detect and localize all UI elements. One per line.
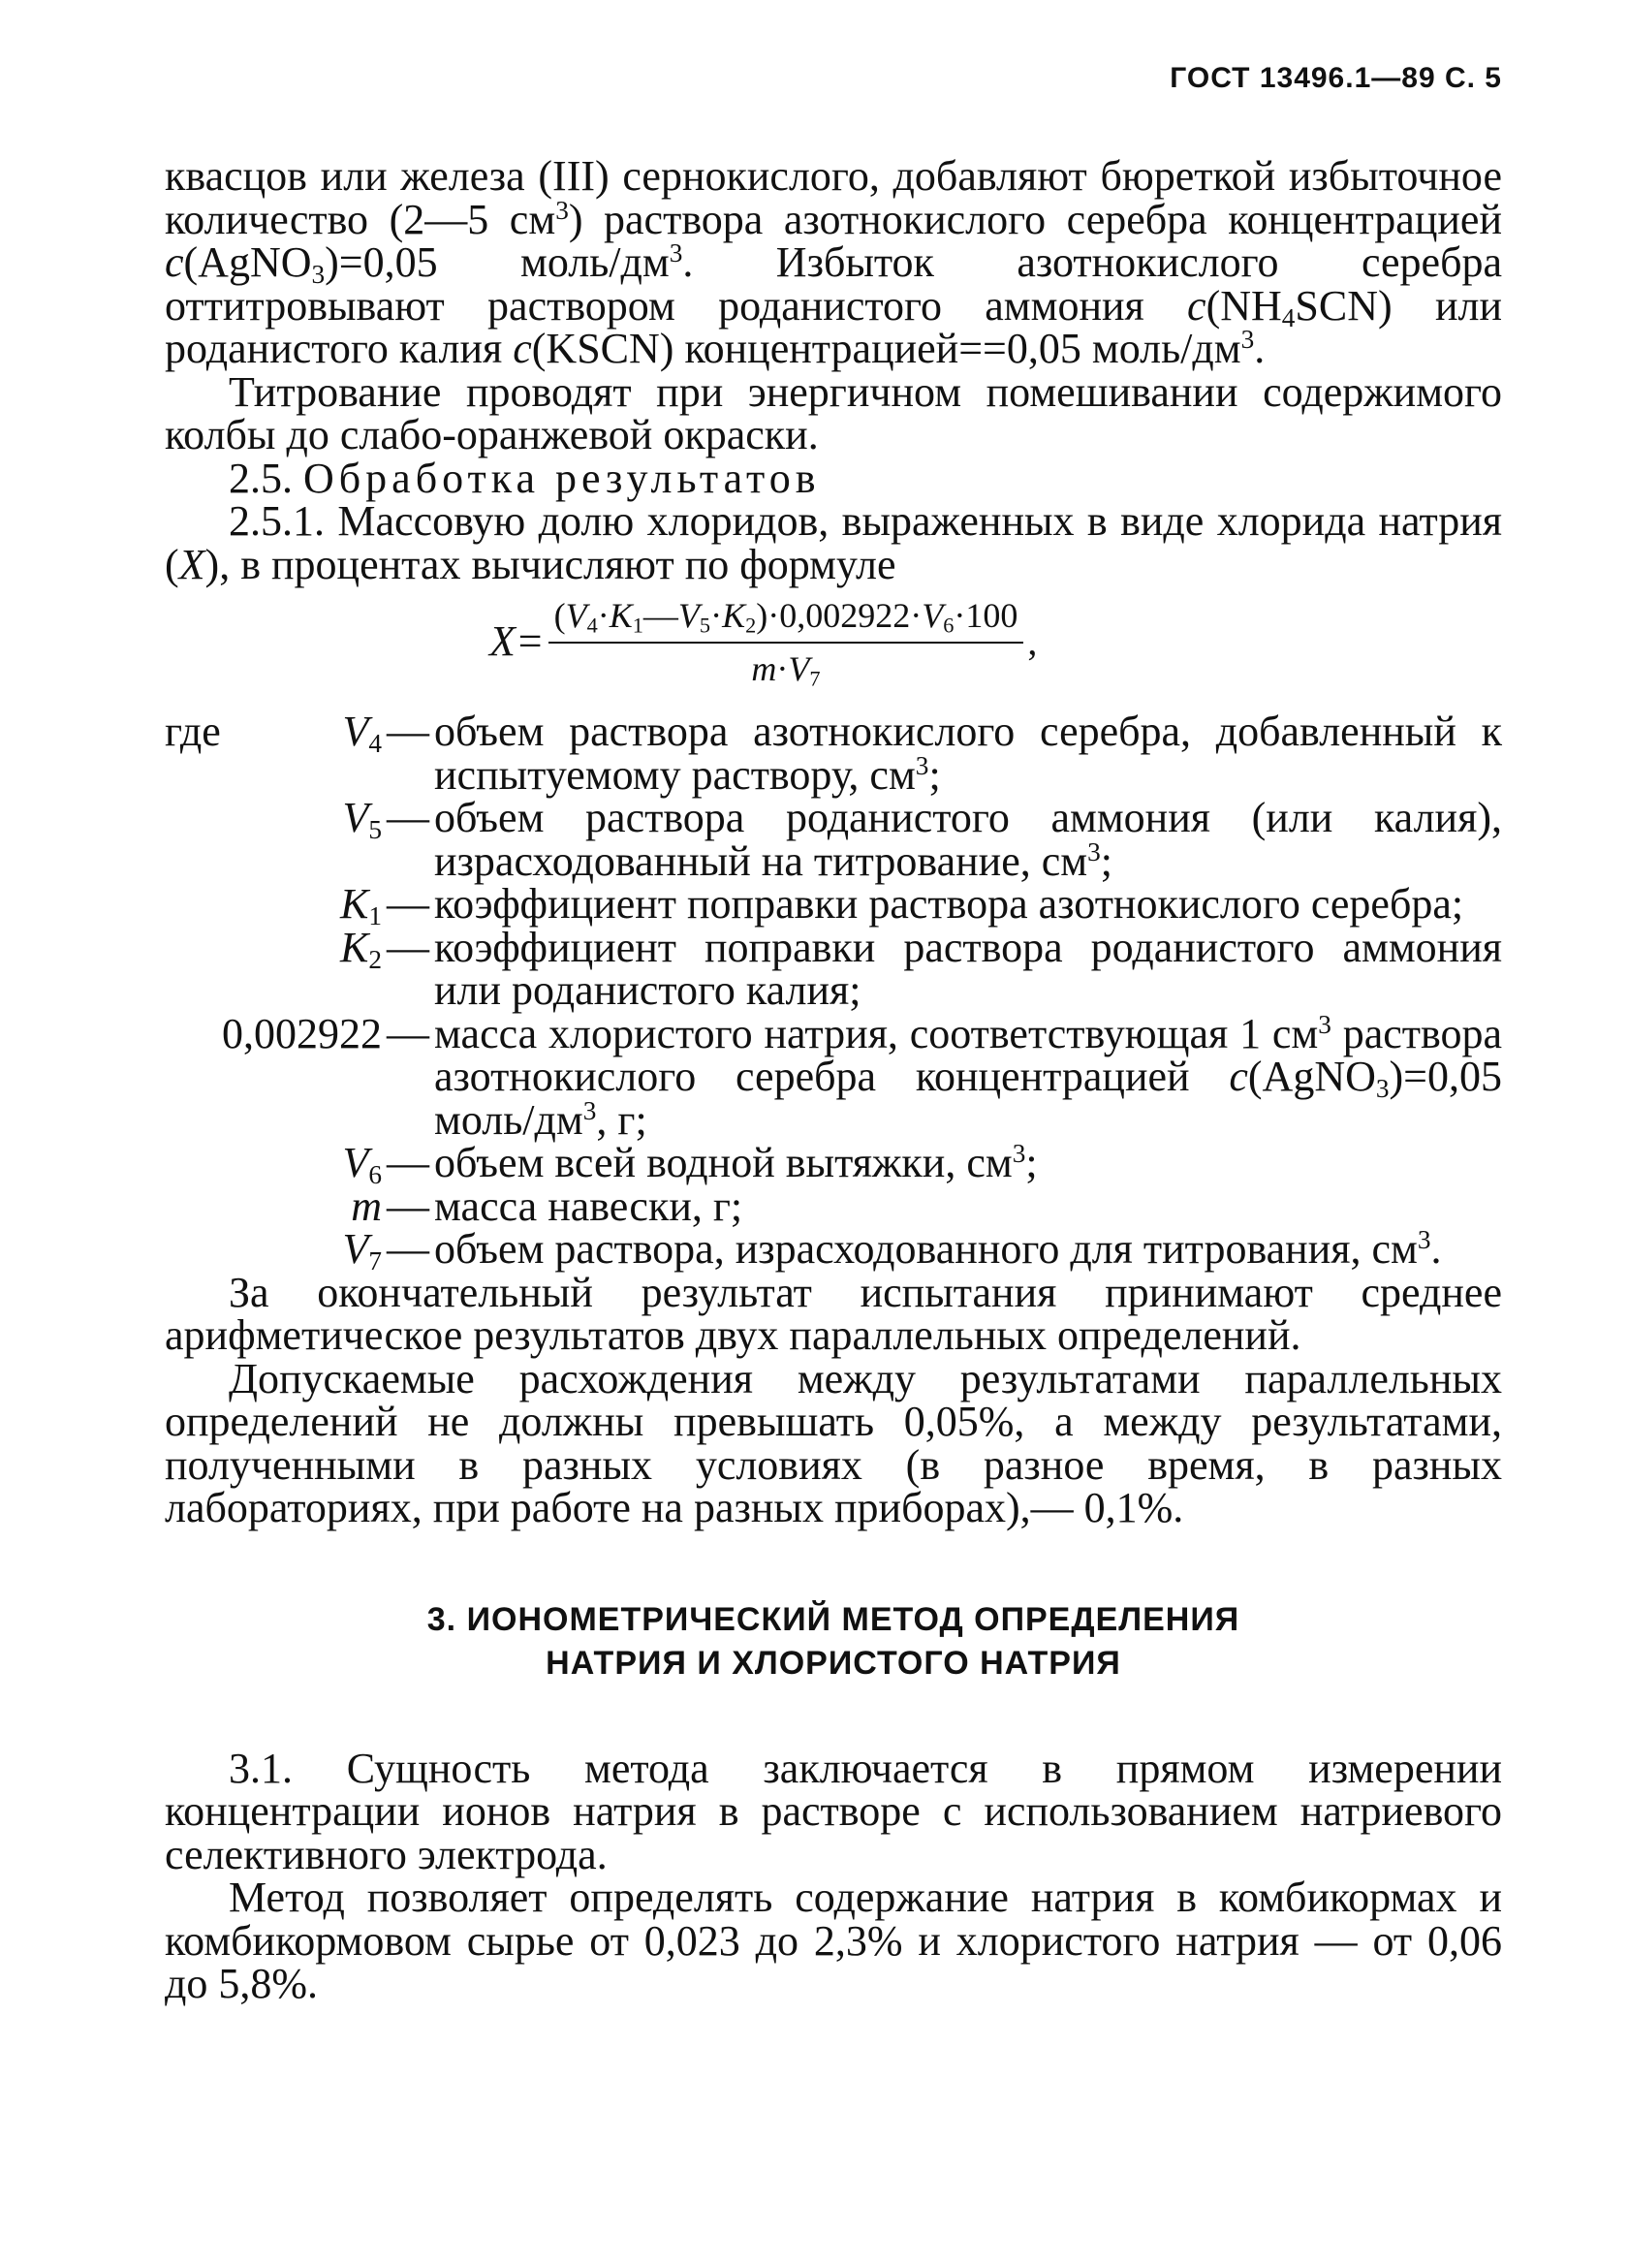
legend-row-m: m — масса навески, г; xyxy=(351,1181,743,1230)
legend-row-v6: $V_6$ — объем всей водной вытяжки, $см^3$; xyxy=(342,1139,1038,1189)
legend-row-constant: 0,002922 — масса хлористого натрия, соответствующая 1 $см^3$ раствора азотнокислого серебра концентрацией c(AgNO$_3$)=0,05 моль/$дм^3$, г; xyxy=(222,1009,1503,1144)
legend-row-k2: $K_2$ — коэффициент поправки раствора роданистого аммония или роданистого калия; xyxy=(340,923,1502,1014)
section-heading-3: 3. ИОНОМЕТРИЧЕСКИЙ МЕТОД ОПРЕДЕЛЕНИЯ НАТРИЯ И ХЛОРИСТОГО НАТРИЯ xyxy=(426,1600,1240,1682)
paragraph-3-1: 3.1. Сущность метода заключается в прямом измерении концентрации ионов натрия в растворе с использованием натриевого селективного электрода. xyxy=(165,1744,1502,1878)
legend-row-v7: $V_7$ — объем раствора, израсходованного для титрования, $см^3$. xyxy=(342,1225,1442,1276)
paragraph-titration-procedure: квасцов или железа (III) сернокислого, добавляют бюреткой избыточное количество (2—5 $см^3$) раствора азотнокислого серебра концентрацией c(AgNO$_3$)=0,05 моль/$дм^3$. Избыток азотнокислого серебра оттитровывают раствором роданистого аммония $c(NH_4SCN)$ или роданистого калия c(KSCN) концентрацией==0,05 моль/$дм^3$. xyxy=(165,152,1502,372)
paragraph-final-result: За окончательный результат испытания принимают среднее арифметическое результатов двух параллельных определений. xyxy=(165,1268,1502,1359)
section-heading-2-5: 2.5. Обработка результатов xyxy=(229,454,821,502)
legend-row-k1: $K_1$ — коэффициент поправки раствора азотнокислого серебра; xyxy=(340,880,1464,930)
formula-denominator: $m\cdot V_7$ xyxy=(751,648,821,691)
formula-legend xyxy=(165,708,1503,1276)
formula-numerator: $(V_4\cdot K_1—V_5\cdot K_2)\cdot 0,002922\cdot V_6\cdot 100$ xyxy=(548,594,1024,644)
paragraph-tolerances: Допускаемые расхождения между результатами параллельных определений не должны превышать 0,05%, а между результатами, полученными в разных условиях (в разное время, в разных лабораториях, при работе на разных приборах),— 0,1%. xyxy=(165,1354,1502,1531)
paragraph-titration-mixing: Титрование проводят при энергичном помешивании содержимого колбы до слабо-оранжевой окраски. xyxy=(165,367,1502,458)
paragraph-2-5-1: 2.5.1. Массовую долю хлоридов, выраженных в виде хлорида натрия (X), в процентах вычисляют по формуле xyxy=(165,497,1502,588)
page-header: ГОСТ 13496.1—89 С. 5 xyxy=(1170,62,1502,94)
legend-row-v5: $V_5$ — объем раствора роданистого аммония (или калия), израсходованный на титрование, $см^3$; xyxy=(342,794,1502,885)
paragraph-method-range: Метод позволяет определять содержание натрия в комбикормах и комбикормовом сырье от 0,023 до 2,3% и хлористого натрия — от 0,06 до 5,8%. xyxy=(165,1874,1502,2007)
formula-block xyxy=(165,594,1502,701)
document-body xyxy=(165,152,1503,2007)
formula-fraction xyxy=(548,594,1024,690)
chloride-formula: X= $\frac{(V_4\cdot K_1—V_5\cdot K_2)\cdot 0,002922\cdot V_6\cdot 100}{m\cdot V_7}$ , xyxy=(489,596,1038,691)
legend-row-v4: где $V_4$ — объем раствора азотнокислого серебра, добавленный к испытуемому раствору, $см^3$; xyxy=(165,708,1502,799)
